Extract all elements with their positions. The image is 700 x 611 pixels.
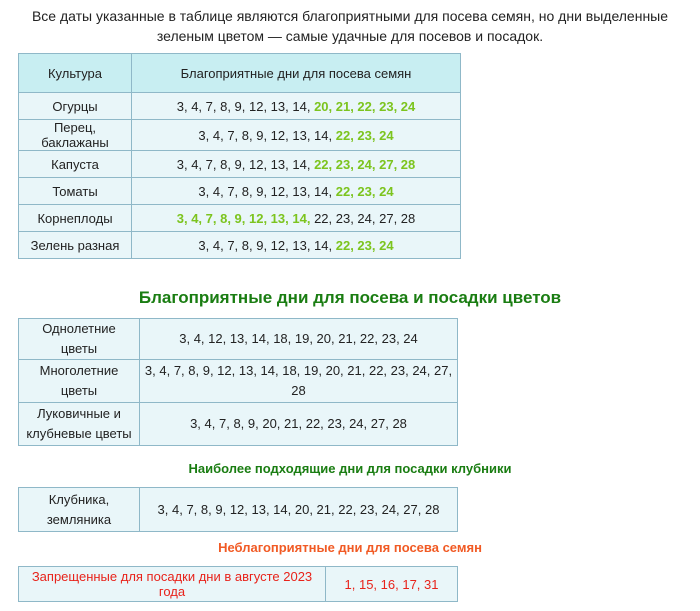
table-row — [19, 205, 461, 232]
flower-days: 3, 4, 7, 8, 9, 12, 13, 14, 18, 19, 20, 21, 22, 23, 24, 27, 28 — [140, 360, 458, 403]
seeds-table-header — [19, 54, 461, 93]
unfavorable-days: 1, 15, 16, 17, 31 — [326, 567, 458, 602]
intro-line-2: зеленым цветом — самые удачные для посевов и посадок. — [156, 28, 544, 44]
table-row — [19, 178, 461, 205]
flower-name: Луковичные и клубневые цветы — [19, 403, 140, 446]
unfavorable-table — [18, 566, 458, 602]
table-row — [19, 360, 458, 403]
crop-days: 3, 4, 7, 8, 9, 12, 13, 14, 22, 23, 24 — [132, 178, 461, 205]
crop-days: 3, 4, 7, 8, 9, 12, 13, 14, 22, 23, 24, 27, 28 — [132, 151, 461, 178]
table-row — [19, 403, 458, 446]
flower-name: Однолетние цветы — [19, 319, 140, 360]
crop-name: Перец, баклажаны — [19, 120, 132, 151]
crop-days: 3, 4, 7, 8, 9, 12, 13, 14, 22, 23, 24 — [132, 120, 461, 151]
flower-name: Многолетние цветы — [19, 360, 140, 403]
crop-days: 3, 4, 7, 8, 9, 12, 13, 14, 22, 23, 24 — [132, 232, 461, 259]
crop-name: Зелень разная — [19, 232, 132, 259]
unfavorable-label: Запрещенные для посадки дни в августе 2023 года — [19, 567, 326, 602]
table-row — [19, 567, 458, 602]
intro-text — [0, 6, 700, 46]
strawberry-heading: Наиболее подходящие дни для посадки клубники — [188, 461, 512, 476]
crop-name: Огурцы — [19, 93, 132, 120]
table-row — [19, 232, 461, 259]
strawberry-name: Клубника, земляника — [19, 488, 140, 532]
crop-days: 3, 4, 7, 8, 9, 12, 13, 14, 20, 21, 22, 23, 24 — [132, 93, 461, 120]
table-row — [19, 488, 458, 532]
table-row — [19, 151, 461, 178]
table-row — [19, 120, 461, 151]
strawberry-table — [18, 487, 458, 532]
header-crop: Культура — [19, 54, 132, 93]
intro-line-1: Все даты указанные в таблице являются благоприятными для посева семян, но дни выделенные — [31, 8, 669, 24]
seeds-table — [18, 53, 461, 259]
flowers-table — [18, 318, 458, 446]
flower-days: 3, 4, 12, 13, 14, 18, 19, 20, 21, 22, 23, 24 — [140, 319, 458, 360]
header-days: Благоприятные дни для посева семян — [132, 54, 461, 93]
crop-name: Томаты — [19, 178, 132, 205]
flower-days: 3, 4, 7, 8, 9, 20, 21, 22, 23, 24, 27, 28 — [140, 403, 458, 446]
table-row — [19, 93, 461, 120]
unfavorable-heading: Неблагоприятные дни для посева семян — [218, 540, 482, 555]
crop-name: Капуста — [19, 151, 132, 178]
strawberry-days: 3, 4, 7, 8, 9, 12, 13, 14, 20, 21, 22, 23, 24, 27, 28 — [140, 488, 458, 532]
crop-name: Корнеплоды — [19, 205, 132, 232]
table-row — [19, 319, 458, 360]
crop-days: 3, 4, 7, 8, 9, 12, 13, 14, 22, 23, 24, 27, 28 — [132, 205, 461, 232]
flowers-heading: Благоприятные дни для посева и посадки цветов — [138, 288, 562, 307]
